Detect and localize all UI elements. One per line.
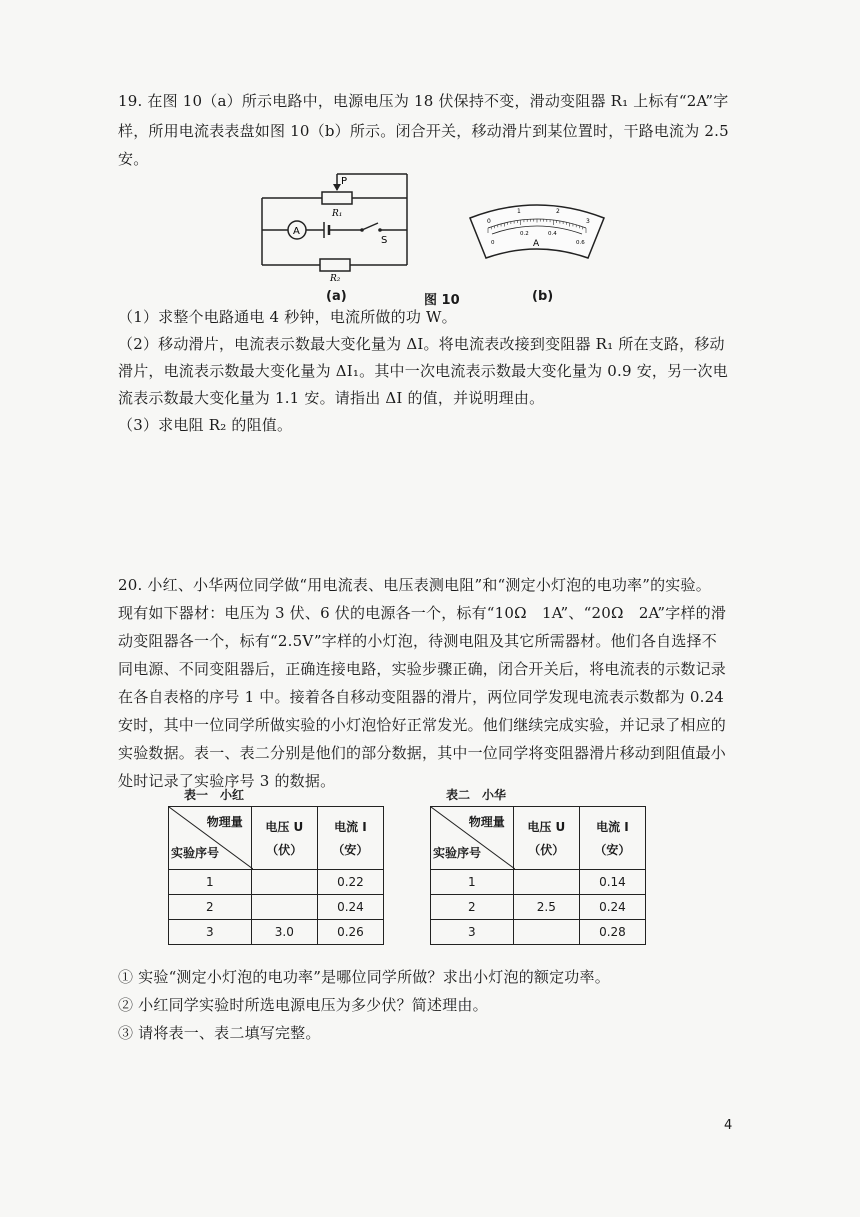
caption-b: (b) <box>532 289 554 304</box>
q19-part-2-line-1: （2）移动滑片，电流表示数最大变化量为 ΔI。将电流表改接到变阻器 R₁ 所在支路，移动 <box>118 335 725 353</box>
label-r2: R₂ <box>330 274 341 282</box>
outer-tick-1: 1 <box>517 208 521 215</box>
label-ammeter: A <box>293 226 300 237</box>
table1-row2-i: 0.24 <box>317 895 383 920</box>
inner-tick-0: 0 <box>491 240 495 246</box>
q20-sub-2: ② 小红同学实验时所选电源电压为多少伏？简述理由。 <box>118 996 488 1014</box>
inner-tick-1: 0.2 <box>520 231 529 237</box>
page-number: 4 <box>724 1118 733 1133</box>
table1-row2-u <box>251 895 317 920</box>
table2-col-current: 电流 I （安） <box>579 807 645 870</box>
table1-diag-bottom: 实验序号 <box>171 846 220 860</box>
table2-diag-bottom: 实验序号 <box>433 846 482 860</box>
q19-line-1: 19. 在图 10（a）所示电路中，电源电压为 18 伏保持不变，滑动变阻器 R₁ 上标有“2A”字 <box>118 92 729 110</box>
label-switch: S <box>381 235 388 246</box>
table1-diag-top: 物理量 <box>206 815 243 829</box>
table-row <box>431 870 646 895</box>
inner-tick-3: 0.6 <box>576 240 585 246</box>
q20-line-4: 同电源、不同变阻器后，正确连接电路，实验步骤正确，闭合开关后，将电流表的示数记录 <box>118 660 727 678</box>
q20-line-2: 现有如下器材：电压为 3 伏、6 伏的电源各一个，标有“10Ω 1A”、“20Ω 2A”字样的滑 <box>118 604 727 622</box>
table2-row1-u <box>513 870 579 895</box>
q20-sub-1: ① 实验“测定小灯泡的电功率”是哪位同学所做？求出小灯泡的额定功率。 <box>118 968 610 986</box>
table1-row3-n: 3 <box>169 920 252 945</box>
ammeter-dial <box>462 192 612 272</box>
label-p: P <box>341 176 348 187</box>
table2-row1-n: 1 <box>431 870 514 895</box>
table1-row3-i: 0.26 <box>317 920 383 945</box>
q20-sub-3: ③ 请将表一、表二填写完整。 <box>118 1024 321 1042</box>
table2-row3-i: 0.28 <box>579 920 645 945</box>
table1-col-current: 电流 I （安） <box>317 807 383 870</box>
table-row <box>431 920 646 945</box>
table1-row2-n: 2 <box>169 895 252 920</box>
outer-tick-0: 0 <box>487 218 491 225</box>
table2-row2-i: 0.24 <box>579 895 645 920</box>
outer-tick-2: 2 <box>556 208 560 215</box>
table1-row3-u: 3.0 <box>251 920 317 945</box>
table2-row1-i: 0.14 <box>579 870 645 895</box>
caption-a: (a) <box>326 289 347 304</box>
table2 <box>430 806 646 945</box>
table2-row3-n: 3 <box>431 920 514 945</box>
table1-diagonal-header <box>169 807 252 870</box>
table1-row1-i: 0.22 <box>317 870 383 895</box>
table-row <box>169 870 384 895</box>
table2-row3-u <box>513 920 579 945</box>
q20-line-1: 20. 小红、小华两位同学做“用电流表、电压表测电阻”和“测定小灯泡的电功率”的实验。 <box>118 576 711 594</box>
q19-part-2-line-3: 流表示数最大变化量为 1.1 安。请指出 ΔI 的值，并说明理由。 <box>118 389 545 407</box>
table2-row2-u: 2.5 <box>513 895 579 920</box>
q20-line-6: 安时，其中一位同学所做实验的小灯泡恰好正常发光。他们继续完成实验，并记录了相应的 <box>118 716 727 734</box>
q19-part-2-line-2: 滑片，电流表示数最大变化量为 ΔI₁。其中一次电流表示数最大变化量为 0.9 安，另一次电 <box>118 362 728 380</box>
table-row <box>169 895 384 920</box>
caption-figure: 图 10 <box>424 293 460 308</box>
table2-col-voltage: 电压 U （伏） <box>513 807 579 870</box>
q20-line-8: 处时记录了实验序号 3 的数据。 <box>118 772 336 790</box>
slider-arrow <box>333 184 341 191</box>
q19-line-2: 样，所用电流表表盘如图 10（b）所示。闭合开关，移动滑片到某位置时，干路电流为 2.5 <box>118 122 729 140</box>
outer-tick-3: 3 <box>586 218 590 225</box>
table2-diagonal-header <box>431 807 514 870</box>
circuit-diagram <box>252 170 422 282</box>
q20-line-3: 动变阻器各一个，标有“2.5V”字样的小灯泡，待测电阻及其它所需器材。他们各自选择不 <box>118 632 717 650</box>
label-r1: R₁ <box>332 209 343 219</box>
q20-line-7: 实验数据。表一、表二分别是他们的部分数据，其中一位同学将变阻器滑片移动到阻值最小 <box>118 744 727 762</box>
q20-line-5: 在各自表格的序号 1 中。接着各自移动变阻器的滑片，两位同学发现电流表示数都为 0.24 <box>118 688 725 706</box>
q19-part-3: （3）求电阻 R₂ 的阻值。 <box>118 416 293 434</box>
inner-tick-2: 0.4 <box>548 231 557 237</box>
q19-part-1: （1）求整个电路通电 4 秒钟，电流所做的功 W。 <box>118 308 457 326</box>
table2-row2-n: 2 <box>431 895 514 920</box>
table-row <box>169 920 384 945</box>
q19-line-3: 安。 <box>118 150 149 168</box>
table1 <box>168 806 384 945</box>
table2-diag-top: 物理量 <box>468 815 505 829</box>
table1-title: 表一 小红 <box>184 788 245 802</box>
table-row <box>431 895 646 920</box>
table1-col-voltage: 电压 U （伏） <box>251 807 317 870</box>
meter-unit: A <box>533 239 540 249</box>
table1-row1-n: 1 <box>169 870 252 895</box>
table1-row1-u <box>251 870 317 895</box>
table2-title: 表二 小华 <box>446 788 507 802</box>
